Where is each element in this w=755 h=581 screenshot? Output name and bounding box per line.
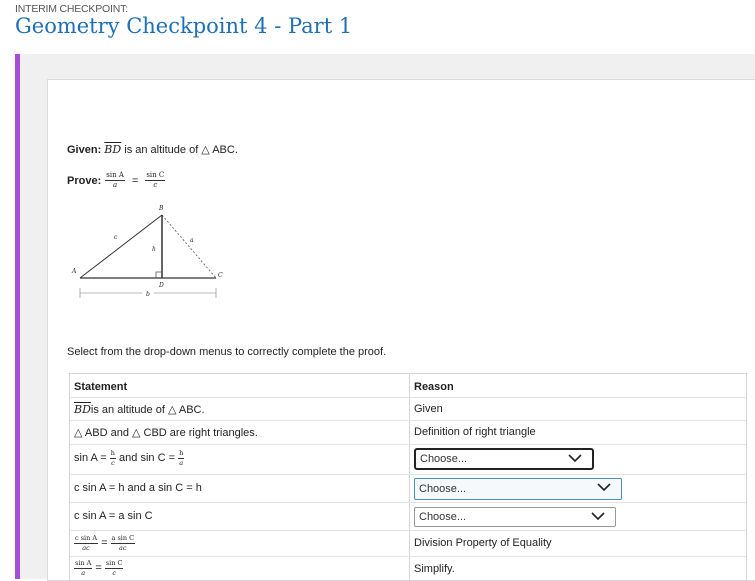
prove-right-fraction: $\frac{\text{sin C}}{c}$ — [146, 171, 165, 189]
proof-table — [69, 373, 747, 581]
prove-label: Prove: — [67, 174, 102, 187]
base-label-b: b — [146, 291, 150, 298]
reason-text: Simplify. — [414, 563, 455, 575]
chevron-down-icon — [568, 454, 582, 463]
side-c-line — [80, 215, 162, 278]
instructions-text: Select from the drop-down menus to correctly complete the proof. — [67, 346, 387, 358]
reason-dropdown-3[interactable]: Choose... — [414, 507, 616, 527]
given-segment: $\overline{BD}$ — [104, 143, 122, 156]
table-row: $\overline{BD}$ is an altitude of △ ABC. — [74, 402, 205, 416]
triangle-diagram — [66, 195, 246, 305]
fraction: $\frac{\text{a sin C}}{ac}$ — [111, 534, 135, 552]
fraction: $\frac{\text{c sin A}}{ac}$ — [75, 534, 98, 552]
side-label-a: a — [190, 237, 194, 244]
table-row: $\frac{\text{c sin A}}{ac}$ = $\frac{\text{a sin C}}{ac}$ — [75, 534, 135, 552]
given-label: Given: — [67, 144, 102, 156]
chevron-down-icon — [597, 483, 611, 492]
reason-text: Division Property of Equality — [414, 537, 552, 549]
reason-dropdown-2[interactable]: Choose... — [414, 478, 622, 500]
given-text: is an altitude of △ ABC. — [121, 144, 238, 156]
vertex-label-c: C — [218, 272, 223, 279]
right-angle-mark — [156, 272, 162, 278]
chevron-down-icon — [591, 512, 605, 521]
fraction: $\frac{\text{sin C}}{c}$ — [105, 559, 123, 577]
table-row: sin A = $\frac{h}{c}$ and sin C = $\frac{h}{a}$ — [74, 449, 184, 467]
table-row: $\frac{\text{sin A}}{a}$ = $\frac{\text{sin C}}{c}$ — [75, 559, 123, 577]
side-label-c: c — [114, 234, 118, 241]
table-row: △ ABD and △ CBD are right triangles. — [74, 426, 258, 439]
reason-dropdown-1[interactable]: Choose... — [414, 448, 594, 470]
question-card — [47, 79, 755, 581]
prove-statement: Prove: $\frac{\text{sin A}}{a}$ = $\frac{\text{sin C}}{c}$ — [67, 171, 165, 189]
fraction: $\frac{\text{sin A}}{a}$ — [75, 559, 92, 577]
content-panel — [15, 54, 755, 579]
point-label-d: D — [159, 282, 164, 289]
table-row: c sin A = h and a sin C = h — [74, 482, 202, 494]
page-kicker: INTERIM CHECKPOINT: — [15, 3, 128, 15]
vertex-label-a: A — [72, 268, 77, 275]
reason-text: Given — [414, 403, 443, 415]
accent-bar — [15, 54, 20, 579]
table-row: c sin A = a sin C — [74, 510, 153, 522]
reason-text: Definition of right triangle — [414, 426, 536, 438]
page-title: Geometry Checkpoint 4 - Part 1 — [15, 14, 353, 38]
reason-header: Reason — [414, 381, 454, 393]
given-statement — [67, 143, 238, 156]
altitude-label-h: h — [152, 246, 156, 253]
fraction: $\frac{h}{a}$ — [179, 449, 184, 467]
side-a-line — [162, 215, 216, 278]
fraction: $\frac{h}{c}$ — [110, 449, 115, 467]
vertex-label-b: B — [159, 205, 164, 212]
prove-left-fraction: $\frac{\text{sin A}}{a}$ — [106, 171, 124, 189]
statement-header: Statement — [74, 381, 128, 393]
